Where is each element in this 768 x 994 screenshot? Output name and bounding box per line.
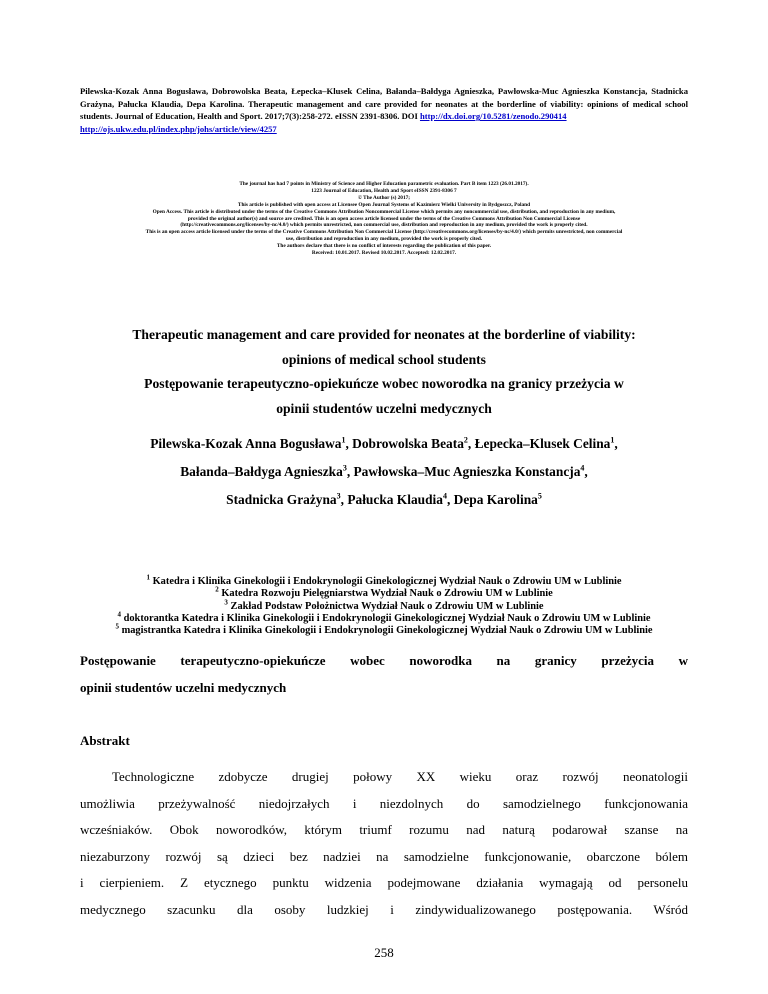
article-title bbox=[95, 323, 673, 421]
section-title-line: opinii studentów uczelni medycznych bbox=[80, 679, 287, 695]
journal-info-line: This is an open access article licensed under the terms of the Creative Commons Attribution Non Commercial License (http://creativecommons.org/licenses/by-nc/4.0/) which permits unrestricted, non commercial bbox=[145, 229, 623, 236]
abstract-line: wcześniaków. Obok noworodków, którym triumf rozumu nad naturą podarował szanse na bbox=[80, 822, 688, 838]
author-line bbox=[95, 430, 673, 458]
abstract-line: i cierpieniem. Z etycznego punktu widzenia podejmowane działania wymagają od personelu bbox=[80, 875, 688, 891]
affiliation-text: Katedra Rozwoju Pielęgniarstwa Wydział Nauk o Zdrowiu UM w Lublinie bbox=[221, 588, 553, 600]
affiliation-item bbox=[80, 610, 688, 625]
title-line: Postępowanie terapeutyczno-opiekuńcze wobec noworodka na granicy przeżycia w bbox=[144, 376, 624, 391]
author-name: , Pawłowska–Muc Agnieszka Konstancja bbox=[346, 464, 581, 479]
journal-info-line: provided the original author(s) and source are credited. This is an open access article licensed under the terms of the Creative Commons Attribution Non Commercial License bbox=[187, 215, 581, 222]
author-name: Bałanda–Bałdyga Agnieszka bbox=[180, 464, 343, 479]
abstract-line: medycznego szacunku dla osoby ludzkiej i zindywidualizowanego postępowania. Wśród bbox=[80, 901, 688, 917]
affiliation-list bbox=[80, 573, 688, 637]
affiliation-number: 5 bbox=[115, 622, 119, 631]
author-affil-number: 3 bbox=[342, 463, 347, 473]
author-affil-number: 2 bbox=[463, 435, 468, 445]
polish-title-heading bbox=[80, 648, 688, 701]
author-list bbox=[95, 430, 673, 514]
affiliation-text: Zakład Podstaw Położnictwa Wydział Nauk o Zdrowiu UM w Lublinie bbox=[230, 600, 544, 612]
author-affil-number: 4 bbox=[442, 491, 447, 501]
author-affil-number: 1 bbox=[341, 435, 346, 445]
author-name: , Depa Karolina bbox=[446, 492, 538, 507]
affiliation-item bbox=[80, 598, 688, 613]
affiliation-number: 4 bbox=[117, 610, 121, 619]
affiliation-item bbox=[80, 622, 688, 637]
abstract-line: Technologiczne zdobycze drugiej połowy XX wieku oraz rozwój neonatologii bbox=[112, 769, 688, 784]
section-title-line: Postępowanie terapeutyczno-opiekuńcze wobec noworodka na granicy przeżycia w bbox=[80, 653, 688, 668]
journal-info-line: Open Access. This article is distributed under the terms of the Creative Commons Attribution Noncommercial License which permits any noncommercial use, distribution, and reproduction in any medium, bbox=[152, 208, 616, 215]
author-separator: , bbox=[584, 464, 588, 479]
journal-info-line: use, distribution and reproduction in any medium, provided the work is properly cited. bbox=[285, 236, 483, 243]
author-name: , Dobrowolska Beata bbox=[345, 436, 464, 451]
author-name: Pilewska-Kozak Anna Bogusława bbox=[150, 436, 342, 451]
author-affil-number: 1 bbox=[610, 435, 615, 445]
author-name: Stadnicka Grażyna bbox=[226, 492, 337, 507]
affiliation-number: 2 bbox=[215, 585, 219, 594]
abstract-line: umożliwia przeżywalność niedojrzałych i niezdolnych do samodzielnego funkcjonowania bbox=[80, 795, 688, 811]
affiliation-number: 3 bbox=[224, 598, 228, 607]
author-separator: , bbox=[614, 436, 618, 451]
journal-info-line: The authors declare that there is no conflict of interests regarding the publication of this paper. bbox=[276, 243, 492, 250]
author-line bbox=[95, 486, 673, 514]
author-affil-number: 4 bbox=[580, 463, 585, 473]
abstract-heading: Abstrakt bbox=[80, 733, 130, 748]
affiliation-item bbox=[80, 573, 688, 588]
doi-link[interactable]: http://dx.doi.org/10.5281/zenodo.290414 bbox=[419, 111, 567, 122]
affiliation-text: Katedra i Klinika Ginekologii i Endokrynologii Ginekologicznej Wydział Nauk o Zdrowiu UM w Lublinie bbox=[152, 576, 622, 587]
author-affil-number: 5 bbox=[537, 491, 542, 501]
journal-info-line: © The Author (s) 2017; bbox=[357, 194, 411, 201]
citation-block bbox=[80, 85, 688, 135]
author-line bbox=[95, 458, 673, 486]
affiliation-text: doktorantka Katedra i Klinika Ginekologii i Endokrynologii Ginekologicznej Wydział Nauk o Zdrowiu UM w Lublinie bbox=[123, 612, 651, 624]
citation-text: Pilewska-Kozak Anna Bogusława, Dobrowolska Beata, Łepecka–Klusek Celina, Bałanda–Bałdyga Agnieszka, Pawłowska-Muc Agnieszka Konstancja, Stadnicka Grażyna, Pałucka Klaudia, Depa Karolina. Therapeutic management and care provided for neonates at the borderline of viability: opinions of medical school students. Journal of Education, Health and Sport. 2017;7(3):258-272. eISSN 2391-8306. DOI bbox=[80, 86, 688, 122]
abstract-line: niezaburzony rozwój są dzieci bez nadziei na samodzielne funkcjonowanie, obarczone bólem bbox=[80, 848, 688, 864]
journal-info-line: Received: 10.01.2017. Revised 10.02.2017. Accepted: 12.02.2017. bbox=[311, 250, 457, 257]
journal-license-info bbox=[72, 181, 696, 257]
author-name: , Pałucka Klaudia bbox=[340, 492, 443, 507]
author-name: , Łepecka–Klusek Celina bbox=[467, 436, 611, 451]
page-number: 258 bbox=[374, 945, 394, 960]
journal-info-line: This article is published with open access at Licensee Open Journal Systems of Kazimierz Wielki University in Bydgoszcz, Poland bbox=[237, 201, 531, 208]
journal-info-line: 1223 Journal of Education, Health and Sport eISSN 2391-8306 7 bbox=[311, 187, 457, 194]
journal-info-line: (http://creativecommons.org/licenses/by-nc/4.0/) which permits unrestricted, non commercial use, distribution and reproduction in any medium, provided the work is properly cited. bbox=[180, 222, 588, 229]
affiliation-number: 1 bbox=[146, 573, 150, 582]
title-line: Therapeutic management and care provided for neonates at the borderline of viability: bbox=[132, 327, 636, 342]
affiliation-text: magistrantka Katedra i Klinika Ginekologii i Endokrynologii Ginekologicznej Wydział Nauk o Zdrowiu UM w Lublinie bbox=[121, 625, 653, 637]
author-affil-number: 3 bbox=[336, 491, 341, 501]
abstract-text bbox=[80, 764, 688, 924]
journal-info-line: The journal has had 7 points in Ministry of Science and Higher Education parametric evaluation. Part B item 1223 (26.01.2017). bbox=[239, 181, 529, 187]
title-line: opinions of medical school students bbox=[282, 351, 486, 367]
article-url-link[interactable]: http://ojs.ukw.edu.pl/index.php/johs/article/view/4257 bbox=[80, 123, 277, 134]
affiliation-item bbox=[80, 585, 688, 600]
title-line: opinii studentów uczelni medycznych bbox=[276, 400, 492, 416]
